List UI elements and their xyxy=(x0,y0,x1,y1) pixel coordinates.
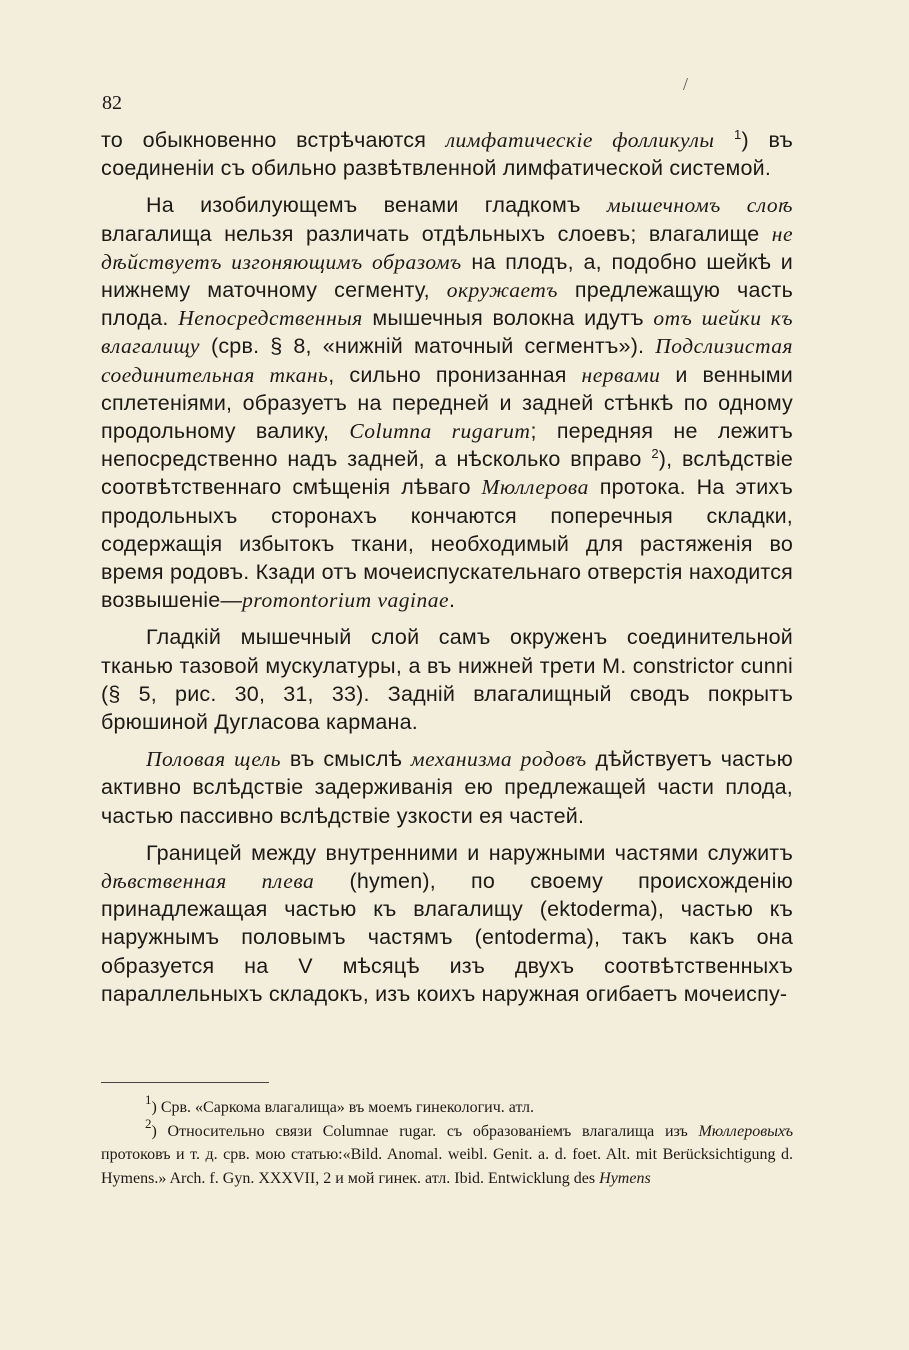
paragraph-1: то обыкновенно встрѣчаются лимфатическіе фолликулы $^1$) въ соединеніи съ обильно развѣтвленной лимфатической системой. xyxy=(101,127,793,181)
footnote-2: $^2$) Относительно связи Columnae rugar. съ образованіемъ влагалища изъ Мюллеровыхъ протоковъ и т. д. срв. мою статью:«Bild. Anomal. weibl. Genit. a. d. foet. Alt. mit Berücksichtigung d. Hymens.» Arch. f. Gyn. XXXVII, 2 и мой гинек. атл. Ibid. Entwicklung des Hymens xyxy=(101,1115,793,1187)
footnote-1: $^1$) Срв. «Саркома влагалища» въ моемъ гинекологич. атл. xyxy=(145,1092,535,1116)
footnote-ref-2: 2 xyxy=(651,446,659,462)
margin-mark: / xyxy=(683,74,689,94)
paragraph-2: На изобилующемъ венами гладкомъ мышечномъ слоѣ влагалища нельзя различать отдѣльныхъ слоевъ; влагалище не дѣйствуетъ изгоняющимъ образомъ на плодъ, а, подобно шейкѣ и нижнему маточному сегменту, окружаетъ предлежащую часть плода. Непосредственныя мышечныя волокна идутъ отъ шейки къ влагалищу (срв. § 8, «нижній маточный сегментъ»). Подслизистая соединительная ткань, сильно пронизанная нервами и венными сплетеніями, образуетъ на передней и задней стѣнкѣ по одному продольному валику, Columna rugarum; передняя не лежитъ непосредственно надъ задней, а нѣсколько вправо $^2$), вслѣдствіе соотвѣтственнаго смѣщенія лѣваго Мюллерова протока. На этихъ продольныхъ сторонахъ кончаются поперечныя складки, содержащія избытокъ ткани, необходимый для растяженія во время родовъ. Кзади отъ мочеиспускательнаго отверстія находится возвышеніе—promontorium vaginae. xyxy=(101,193,794,613)
paragraph-3: Гладкій мышечный слой самъ окруженъ соединительной тканью тазовой мускулатуры, а въ нижней трети M. constrictor cunni (§ 5, рис. 30, 31, 33). Задній влагалищный сводъ покрытъ брюшиной Дугласова кармана. xyxy=(101,625,793,735)
footnote-ref-1: 1 xyxy=(734,127,742,142)
paragraph-5: Границей между внутренними и наружными частями служитъ дѣвственная плева (hymen), по своему происхожденію принадлежащая частью къ влагалищу (ektoderma), частью къ наружнымъ половымъ частямъ (entoderma), такъ какъ она образуется на V мѣсяцѣ изъ двухъ соотвѣтственныхъ параллельныхъ складокъ, изъ коихъ наружная огибаетъ мочеиспу- xyxy=(101,840,793,1006)
main-text xyxy=(101,126,793,1017)
page-number: 82 xyxy=(102,92,122,114)
footnotes xyxy=(101,1092,793,1190)
footnote-divider xyxy=(101,1082,269,1083)
paragraph-4: Половая щель въ смыслѣ механизма родовъ дѣйствуетъ частью активно вслѣдствіе задерживанія ею предлежащей части плода, частью пассивно вслѣдствіе узкости ея частей. xyxy=(101,747,793,828)
